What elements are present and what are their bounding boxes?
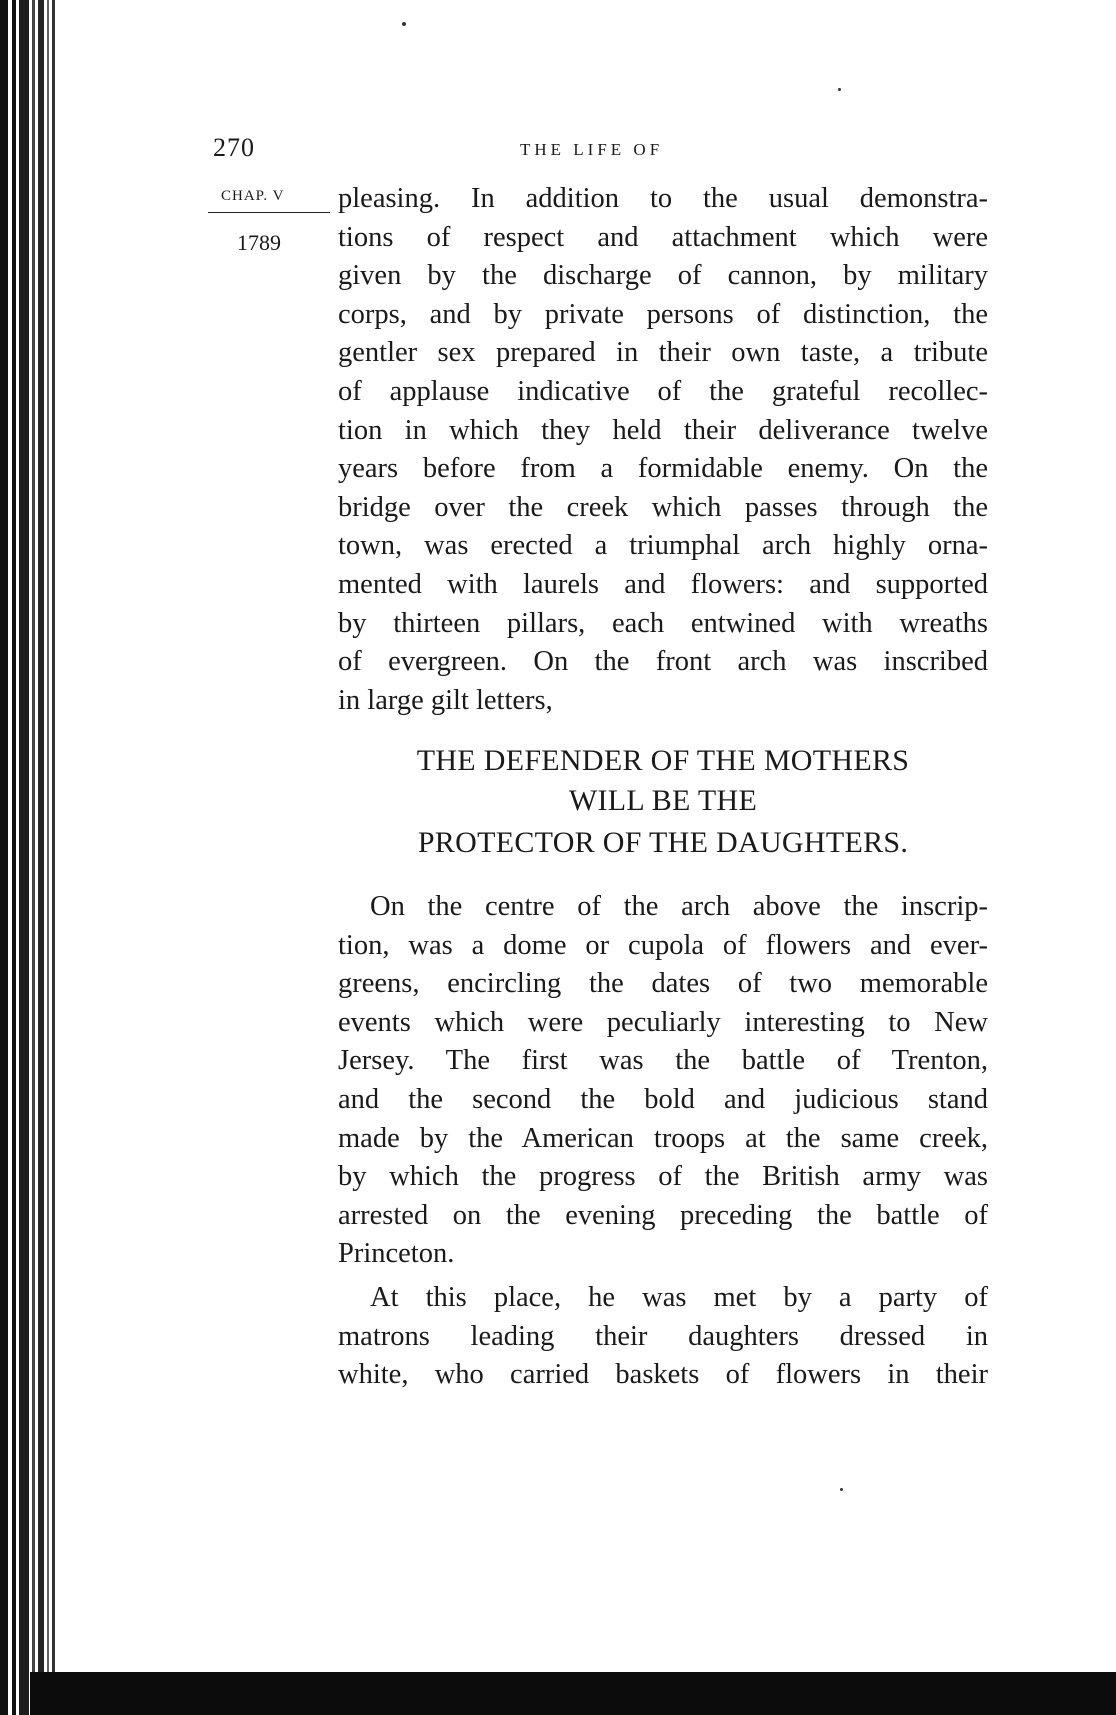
scan-speck [838,88,841,91]
inscription-line-3: PROTECTOR OF THE DAUGHTERS. [417,826,909,859]
text-line: of applause indicative of the grateful recollec- [338,375,988,407]
running-head: THE LIFE OF [520,140,664,159]
paragraph-1 [338,180,988,720]
text-line: tion in which they held their deliverance twelve [338,414,988,446]
inscription-line-2: WILL BE THE [568,784,758,817]
paragraph-3 [338,1279,988,1395]
scan-gutter-bottom [30,1672,1116,1715]
inscription-line-1: THE DEFENDER OF THE MOTHERS [416,744,910,777]
text-line: arrested on the evening preceding the battle of [338,1199,988,1231]
page-number: 270 [213,133,255,162]
text-line: town, was erected a triumphal arch highly orna- [338,530,988,562]
text-line: given by the discharge of cannon, by military [338,260,988,292]
text-line: white, who carried baskets of flowers in their [338,1359,988,1391]
text-line: by which the progress of the British army was [338,1161,988,1193]
text-line: and the second the bold and judicious stand [338,1083,988,1115]
text-line: made by the American troops at the same creek, [338,1122,988,1154]
text-line: corps, and by private persons of distinction, the [338,298,988,330]
margin-chapter: CHAP. V [221,188,285,204]
text-line: greens, encircling the dates of two memorable [338,968,988,1000]
scan-speck [402,22,406,26]
text-line: At this place, he was met by a party of [370,1282,988,1313]
paragraph-2 [338,888,988,1274]
text-line: mented with laurels and flowers: and supported [338,568,988,600]
text-line: by thirteen pillars, each entwined with wreaths [338,607,988,639]
text-line: matrons leading their daughters dressed in [338,1320,988,1352]
text-line: in large gilt letters, [338,684,553,716]
margin-rule [208,212,330,213]
text-line: On the centre of the arch above the inscrip- [370,891,988,922]
scan-gutter-left [0,0,62,1715]
text-line: gentler sex prepared in their own taste, a tribute [338,337,988,369]
margin-year: 1789 [237,230,281,255]
text-line: tions of respect and attachment which were [338,221,988,253]
text-line: of evergreen. On the front arch was inscribed [338,646,988,678]
text-line: pleasing. In addition to the usual demonstra- [338,183,988,214]
text-line: events which were peculiarly interesting to New [338,1006,988,1038]
text-line: Princeton. [338,1238,455,1270]
scan-speck [840,1488,843,1491]
text-line: tion, was a dome or cupola of flowers and ever- [338,929,988,961]
text-line: years before from a formidable enemy. On the [338,453,988,485]
text-line: bridge over the creek which passes through the [338,491,988,523]
text-line: Jersey. The first was the battle of Trenton, [338,1045,988,1077]
